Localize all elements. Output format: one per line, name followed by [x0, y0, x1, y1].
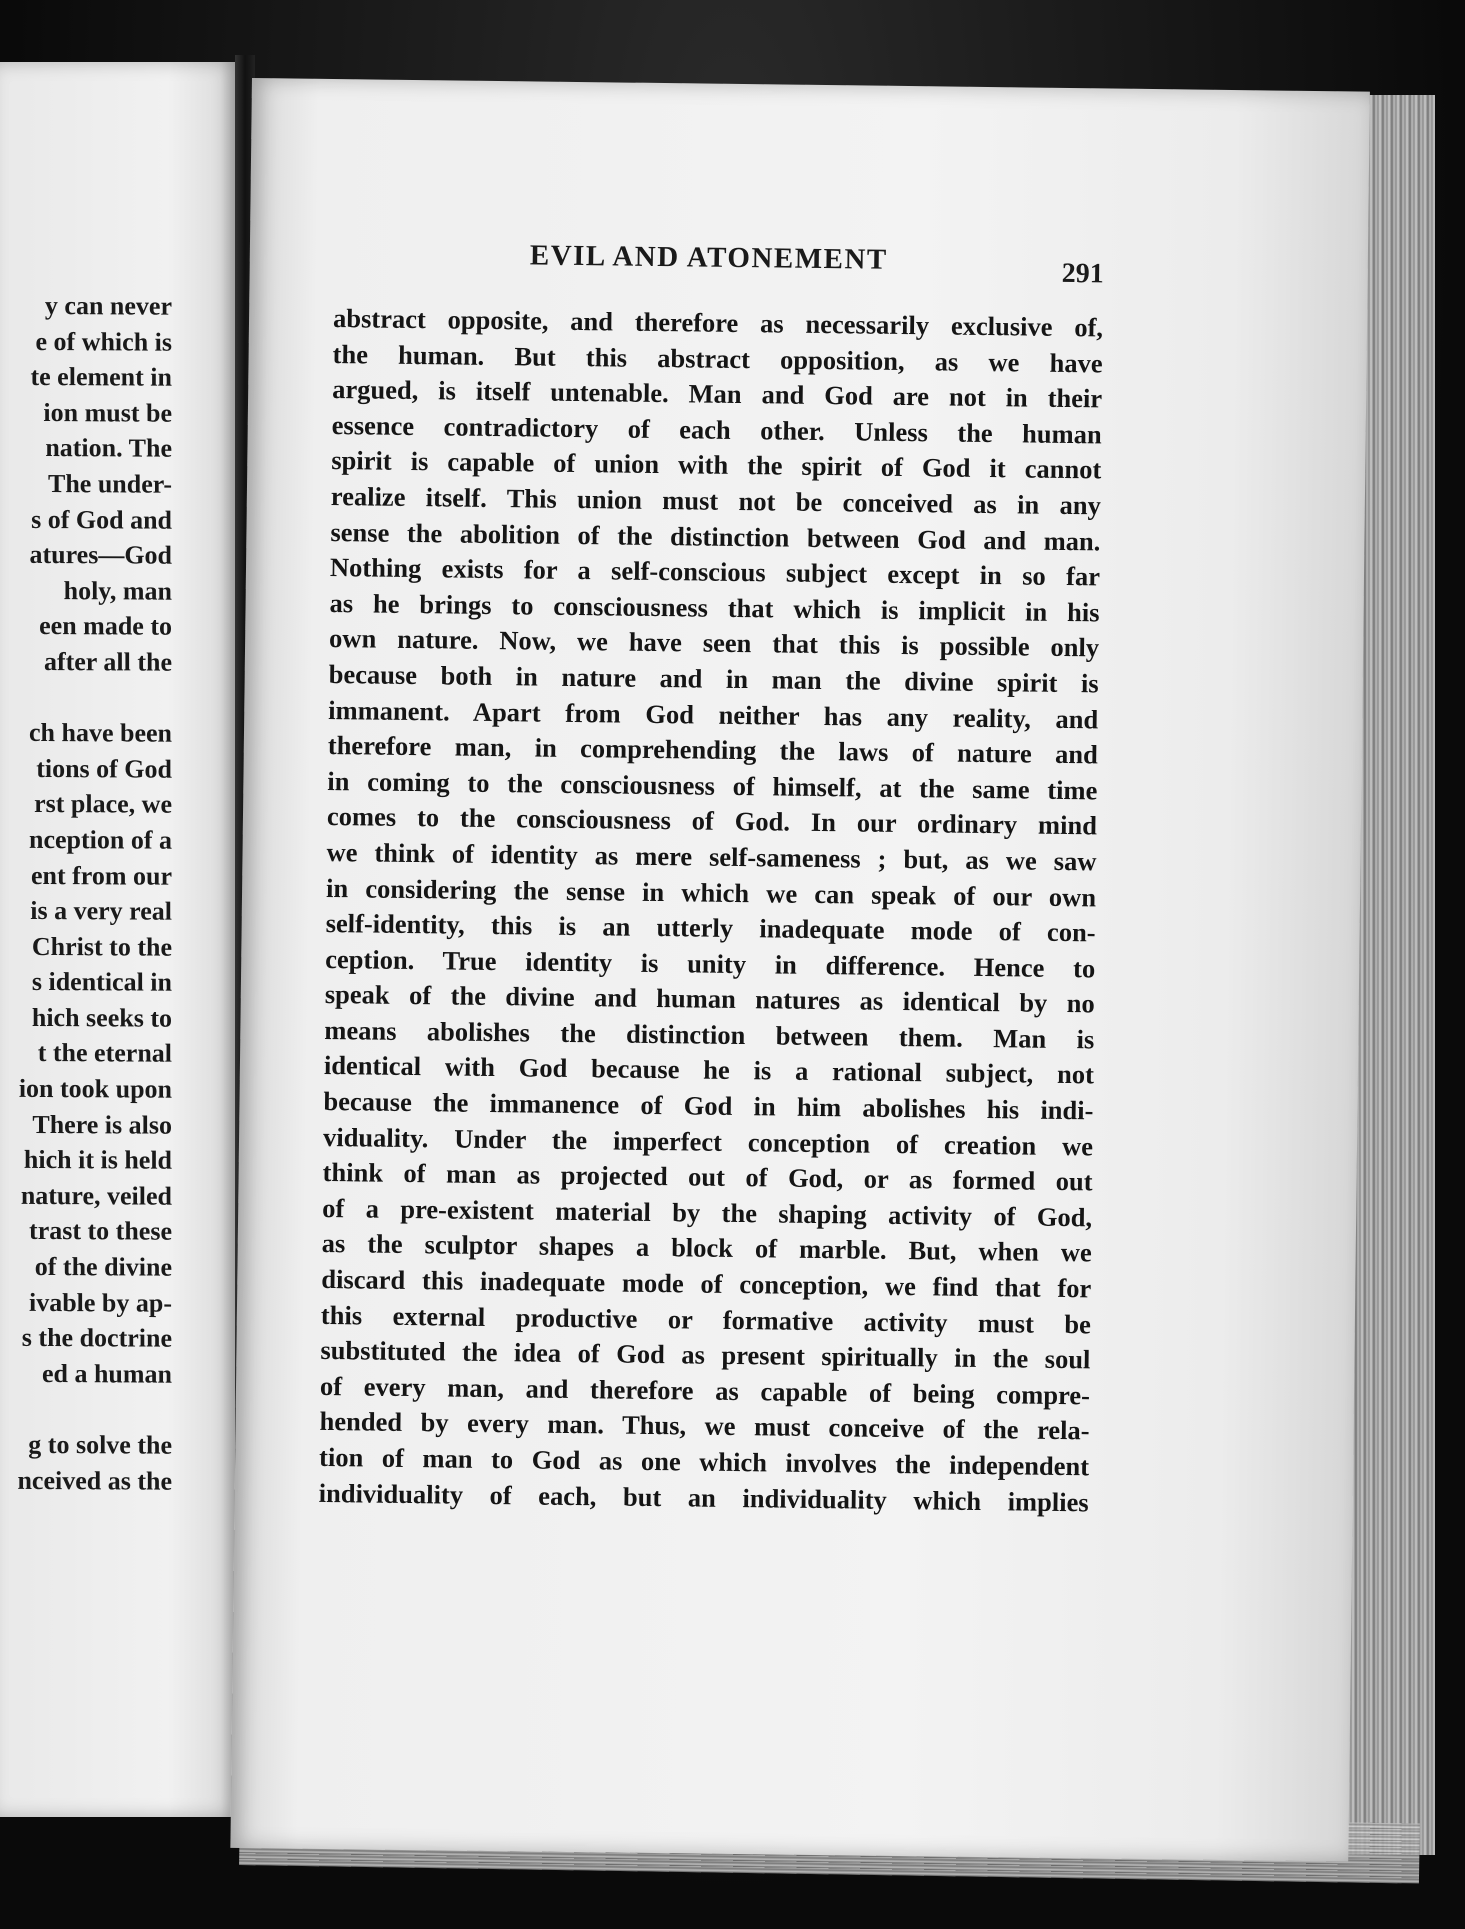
left-page-line: holy, man [63, 575, 172, 606]
text-line: hended by every man. Thus, we must conceive of the rela- [319, 1406, 1090, 1446]
left-page-line: t the eternal [37, 1038, 172, 1069]
text-line: means abolishes the distinction between them. Man is [324, 1014, 1095, 1055]
left-page-line: The under- [48, 469, 172, 499]
text-line: identical with God because he is a rational subject, not [323, 1050, 1095, 1090]
body-text [318, 301, 1103, 1521]
page-number: 291 [1061, 257, 1104, 290]
left-page-line: ent from our [30, 860, 172, 891]
text-line: we think of identity as mere self-sameness ; but, as we saw [326, 836, 1097, 877]
left-page-line: There is also [32, 1109, 172, 1140]
text-line: abstract opposite, and therefore as necessarily exclusive of, [332, 303, 1104, 343]
text-line: ception. True identity is unity in difference. Hence to [325, 943, 1096, 984]
left-page-line: hich it is held [23, 1145, 172, 1175]
left-page-line: trast to these [29, 1216, 172, 1247]
text-line: immanent. Apart from God neither has any reality, and [328, 694, 1099, 734]
left-page-line: ion took upon [18, 1073, 172, 1104]
left-page-line: s identical in [31, 967, 172, 997]
left-page-line: atures—God [29, 540, 172, 570]
left-page-line: s of God and [31, 504, 172, 535]
left-page-line: of the divine [34, 1251, 172, 1282]
left-page-line: nception of a [29, 824, 172, 855]
text-line: speak of the divine and human natures as identical by no [324, 979, 1095, 1019]
left-page-line: ch have been [29, 718, 172, 748]
left-page-line: ivable by ap- [28, 1287, 172, 1318]
text-line: tion of man to God as one which involves the independent [318, 1441, 1090, 1482]
left-page-line: y can never [44, 291, 172, 321]
left-page-line: ed a human [41, 1358, 172, 1389]
left-page-line: ion must be [43, 397, 172, 428]
text-line: the human. But this abstract opposition, as we have [332, 338, 1103, 379]
left-page-line: rst place, we [34, 789, 172, 819]
text-line: essence contradictory of each other. Unless the human [331, 409, 1102, 450]
left-facing-page [0, 62, 240, 1817]
text-line: Nothing exists for a self-conscious subject except in so far [329, 552, 1101, 592]
text-line: as the sculptor shapes a block of marble. But, when we [321, 1228, 1092, 1268]
text-line: substituted the idea of God as present spiritually in the soul [320, 1335, 1091, 1375]
left-page-line: Christ to the [31, 931, 172, 962]
left-page-line: e of which is [35, 326, 172, 357]
text-line: viduality. Under the imperfect conception of creation we [322, 1121, 1094, 1162]
text-line: comes to the consciousness of God. In our ordinary mind [326, 801, 1098, 841]
left-page-line: tions of God [36, 753, 172, 784]
running-head: EVIL AND ATONEMENT [529, 239, 888, 276]
left-page-line: is a very real [30, 896, 172, 926]
left-page-text [0, 288, 172, 1498]
left-page-line: nceived as the [17, 1465, 172, 1496]
left-page-line: g to solve the [28, 1429, 172, 1460]
text-line: in coming to the consciousness of himself, at the same time [327, 765, 1098, 806]
text-line: own nature. Now, we have seen that this is possible only [328, 623, 1100, 663]
left-page-line: een made to [39, 611, 172, 642]
right-main-page [230, 78, 1370, 1862]
text-line: individuality of each, but an individuality which implies [318, 1477, 1089, 1517]
text-line: sense the abolition of the distinction between God and man. [330, 516, 1101, 556]
text-line: of a pre-existent material by the shaping activity of God, [322, 1192, 1093, 1233]
left-page-line: nation. The [45, 433, 172, 464]
left-page-line: s the doctrine [21, 1323, 172, 1353]
text-line: spirit is capable of union with the spirit of God it cannot [331, 445, 1102, 485]
left-page-line [0, 679, 172, 716]
left-page-line: nature, veiled [20, 1180, 172, 1211]
left-page-line: te element in [30, 362, 172, 392]
text-line: self-identity, this is an utterly inadequate mode of con- [325, 908, 1096, 948]
text-line: in considering the sense in which we can speak of our own [325, 872, 1097, 912]
text-line: discard this inadequate mode of conception, we find that for [321, 1263, 1092, 1304]
text-line: realize itself. This union must not be conceived as in any [330, 480, 1102, 521]
text-line: of every man, and therefore as capable of being compre- [319, 1370, 1091, 1411]
left-page-line [0, 1391, 172, 1428]
text-line: this external productive or formative activity must be [320, 1299, 1092, 1339]
text-line: as he brings to consciousness that which is implicit in his [329, 587, 1100, 628]
text-line: therefore man, in comprehending the laws of nature and [327, 730, 1098, 770]
text-line: think of man as projected out of God, or as formed out [322, 1157, 1093, 1197]
left-page-line: after all the [43, 646, 172, 677]
text-line: because both in nature and in man the divine spirit is [328, 658, 1099, 699]
text-line: because the immanence of God in him abolishes his indi- [323, 1086, 1094, 1126]
left-page-line: hich seeks to [31, 1002, 172, 1033]
text-line: argued, is itself untenable. Man and God are not in their [332, 374, 1103, 414]
